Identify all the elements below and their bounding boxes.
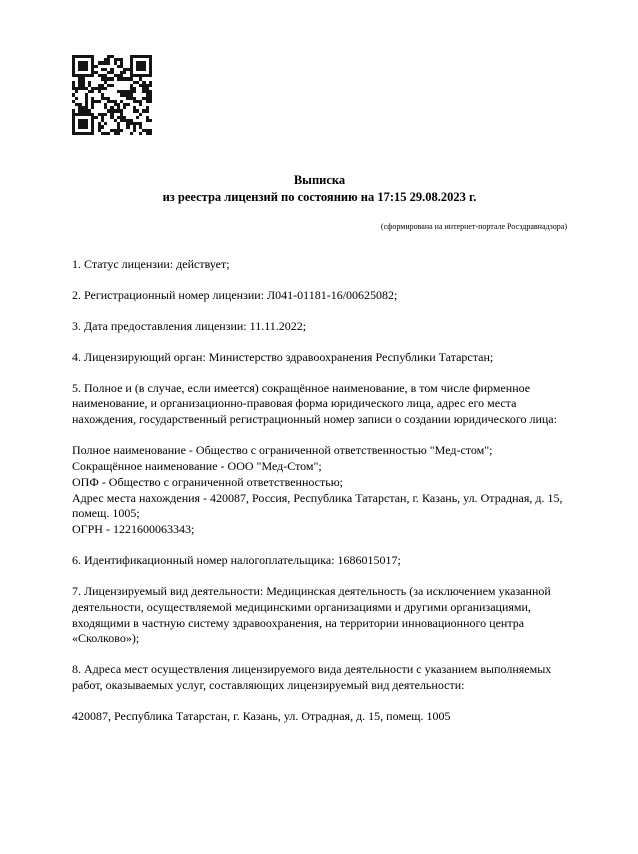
paragraph-inn: 6. Идентификационный номер налогоплательщика: 1686015017; [72, 553, 401, 568]
organization-details [72, 443, 567, 538]
paragraph-grant-date: 3. Дата предоставления лицензии: 11.11.2022; [72, 319, 307, 333]
paragraph-organization-intro: 5. Полное и (в случае, если имеется) сокращённое наименование, в том числе фирменное наименование, и организационно-правовая форма юридического лица, адрес его места нахождения, государственный регистрационный номер записи о создании юридического лица: [72, 380, 557, 427]
paragraph-licensing-authority: 4. Лицензирующий орган: Министерство здравоохранения Республики Татарстан; [72, 349, 494, 364]
org-address: Адрес места нахождения - 420087, Россия, Республика Татарстан, г. Казань, ул. Отрадная, д. 15, помещ. 1005; [72, 490, 563, 521]
paragraph-licensed-activity: 7. Лицензируемый вид деятельности: Медицинская деятельность (за исключением указанной деятельности, осуществляемой медицинскими организациями и другими организациями, входящими в частную систему здравоохранения, на территории инновационного центра «Сколково»); [72, 583, 551, 646]
qr-code [72, 55, 152, 135]
paragraph-activity-address: 420087, Республика Татарстан, г. Казань, ул. Отрадная, д. 15, помещ. 1005 [72, 708, 451, 723]
document-body [72, 257, 567, 724]
generated-note: (сформирована на интернет-портале Росздравнадзора) [380, 221, 567, 231]
org-full-name: Полное наименование - Общество с ограниченной ответственностью "Мед-стом"; [72, 443, 493, 458]
paragraph-license-status: 1. Статус лицензии: действует; [72, 257, 230, 272]
org-ogrn: ОГРН - 1221600063343; [72, 522, 195, 537]
org-short-name: Сокращённое наименование - ООО "Мед-Стом"; [72, 458, 322, 473]
title-line-1: Выписка [293, 173, 346, 187]
paragraph-registration-number: 2. Регистрационный номер лицензии: Л041-01181-16/00625082; [72, 288, 398, 303]
title-line-2: из реестра лицензий по состоянию на 17:15 29.08.2023 г. [162, 189, 477, 204]
org-legal-form: ОПФ - Общество с ограниченной ответственностью; [72, 474, 344, 489]
document-title [72, 172, 567, 206]
paragraph-addresses-intro: 8. Адреса мест осуществления лицензируемого вида деятельности с указанием выполняемых работ, оказываемых услуг, составляющих лицензируемый вид деятельности: [72, 662, 552, 693]
